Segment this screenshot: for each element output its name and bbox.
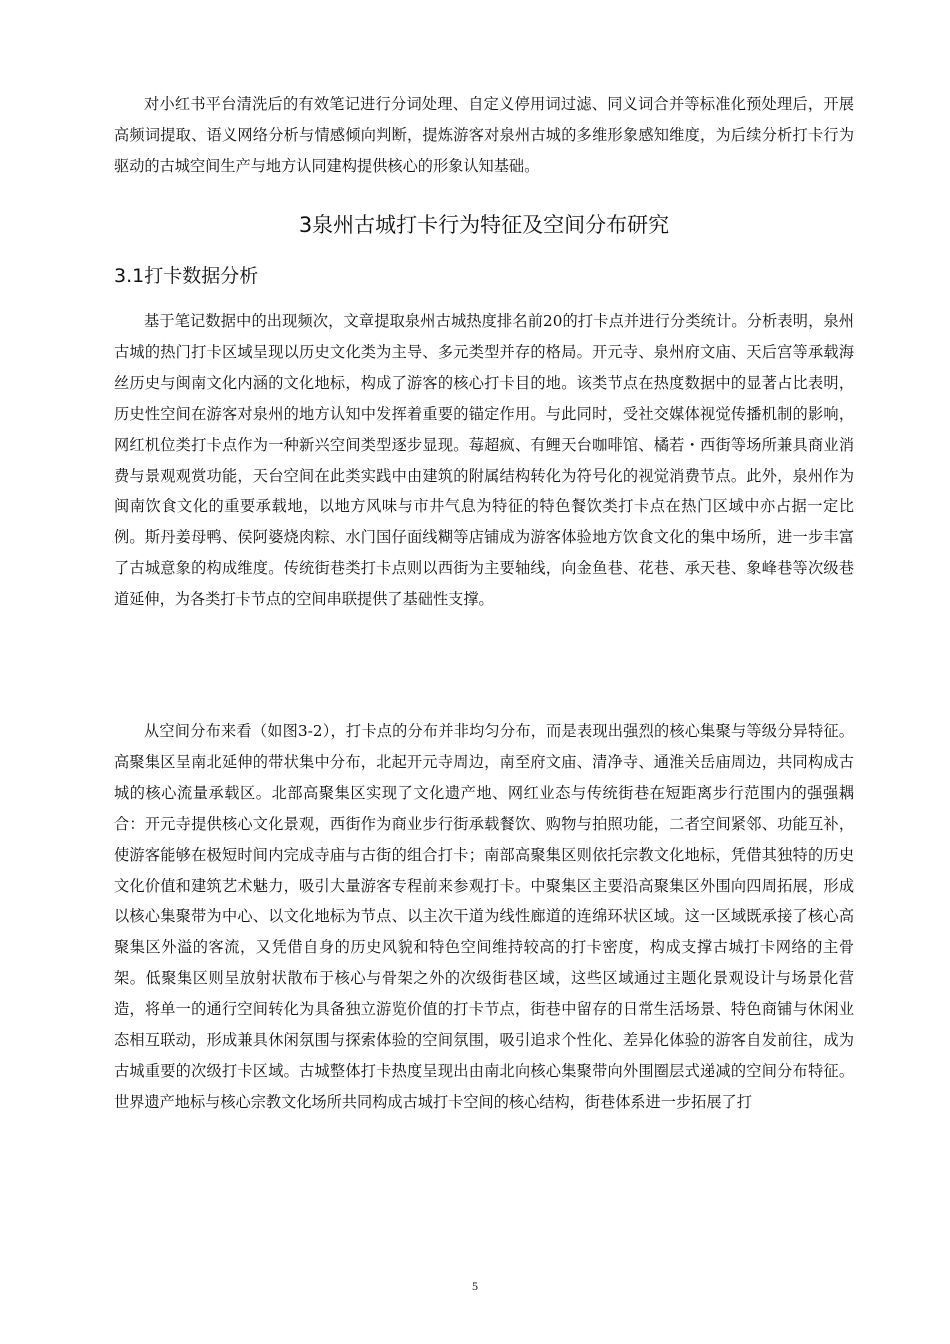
subsection-title: 3.1打卡数据分析 xyxy=(114,265,259,287)
body-paragraph-spatial-distribution: 从空间分布来看（如图3-2），打卡点的分布并非均匀分布，而是表现出强烈的核心集聚与等级分异特征。高聚集区呈南北延伸的带状集中分布，北起开元寺周边，南至府文庙、清净寺、通淮关岳庙周边，共同构成古城的核心流量承载区。北部高聚集区实现了文化遗产地、网红业态与传统街巷在短距离步行范围内的强强耦合：开元寺提供核心文化景观，西街作为商业步行街承载餐饮、购物与拍照功能，二者空间紧邻、功能互补，使游客能够在极短时间内完成寺庙与古街的组合打卡；南部高聚集区则依托宗教文化地标，凭借其独特的历史文化价值和建筑艺术魅力，吸引大量游客专程前来参观打卡。中聚集区主要沿高聚集区外围向四周拓展，形成以核心集聚带为中心、以文化地标为节点、以主次干道为线性廊道的连绵环状区域。这一区域既承接了核心高聚集区外溢的客流，又凭借自身的历史风貌和特色空间维持较高的打卡密度，构成支撑古城打卡网络的主骨架。低聚集区则呈放射状散布于核心与骨架之外的次级街巷区域，这些区域通过主题化景观设计与场景化营造，将单一的通行空间转化为具备独立游览价值的打卡节点，街巷中留存的日常生活场景、特色商铺与休闲业态相互联动，形成兼具休闲氛围与探索体验的空间氛围，吸引追求个性化、差异化体验的游客自发前往，成为古城重要的次级打卡区域。古城整体打卡热度呈现出由南北向核心集聚带向外围圈层式递减的空间分布特征。世界遗产地标与核心宗教文化场所共同构成古城打卡空间的核心结构，街巷体系进一步拓展了打 xyxy=(114,722,854,1111)
intro-paragraph: 对小红书平台清洗后的有效笔记进行分词处理、自定义停用词过滤、同义词合并等标准化预处理后，开展高频词提取、语义网络分析与情感倾向判断，提炼游客对泉州古城的多维形象感知维度，为后续分析打卡行为驱动的古城空间生产与地方认同建构提供核心的形象认知基础。 xyxy=(114,95,854,175)
page-number: 5 xyxy=(472,1279,478,1293)
body-paragraph-checkin-data: 基于笔记数据中的出现频次，文章提取泉州古城热度排名前20的打卡点并进行分类统计。分析表明，泉州古城的热门打卡区域呈现以历史文化类为主导、多元类型并存的格局。开元寺、泉州府文庙、天后宫等承载海丝历史与闽南文化内涵的文化地标，构成了游客的核心打卡目的地。该类节点在热度数据中的显著占比表明，历史性空间在游客对泉州的地方认知中发挥着重要的锚定作用。与此同时，受社交媒体视觉传播机制的影响，网红机位类打卡点作为一种新兴空间类型逐步显现。莓超疯、有鲤天台咖啡馆、橘若・西街等场所兼具商业消费与景观观赏功能，天台空间在此类实践中由建筑的附属结构转化为符号化的视觉消费节点。此外，泉州作为闽南饮食文化的重要承载地，以地方风味与市井气息为特征的特色餐饮类打卡点在热门区域中亦占据一定比例。斯丹姜母鸭、侯阿婆烧肉粽、水门国仔面线糊等店铺成为游客体验地方饮食文化的集中场所，进一步丰富了古城意象的构成维度。传统街巷类打卡点则以西街为主要轴线，向金鱼巷、花巷、承天巷、象峰巷等次级巷道延伸，为各类打卡节点的空间串联提供了基础性支撑。 xyxy=(114,312,854,609)
section-title: 3泉州古城打卡行为特征及空间分布研究 xyxy=(298,213,670,237)
